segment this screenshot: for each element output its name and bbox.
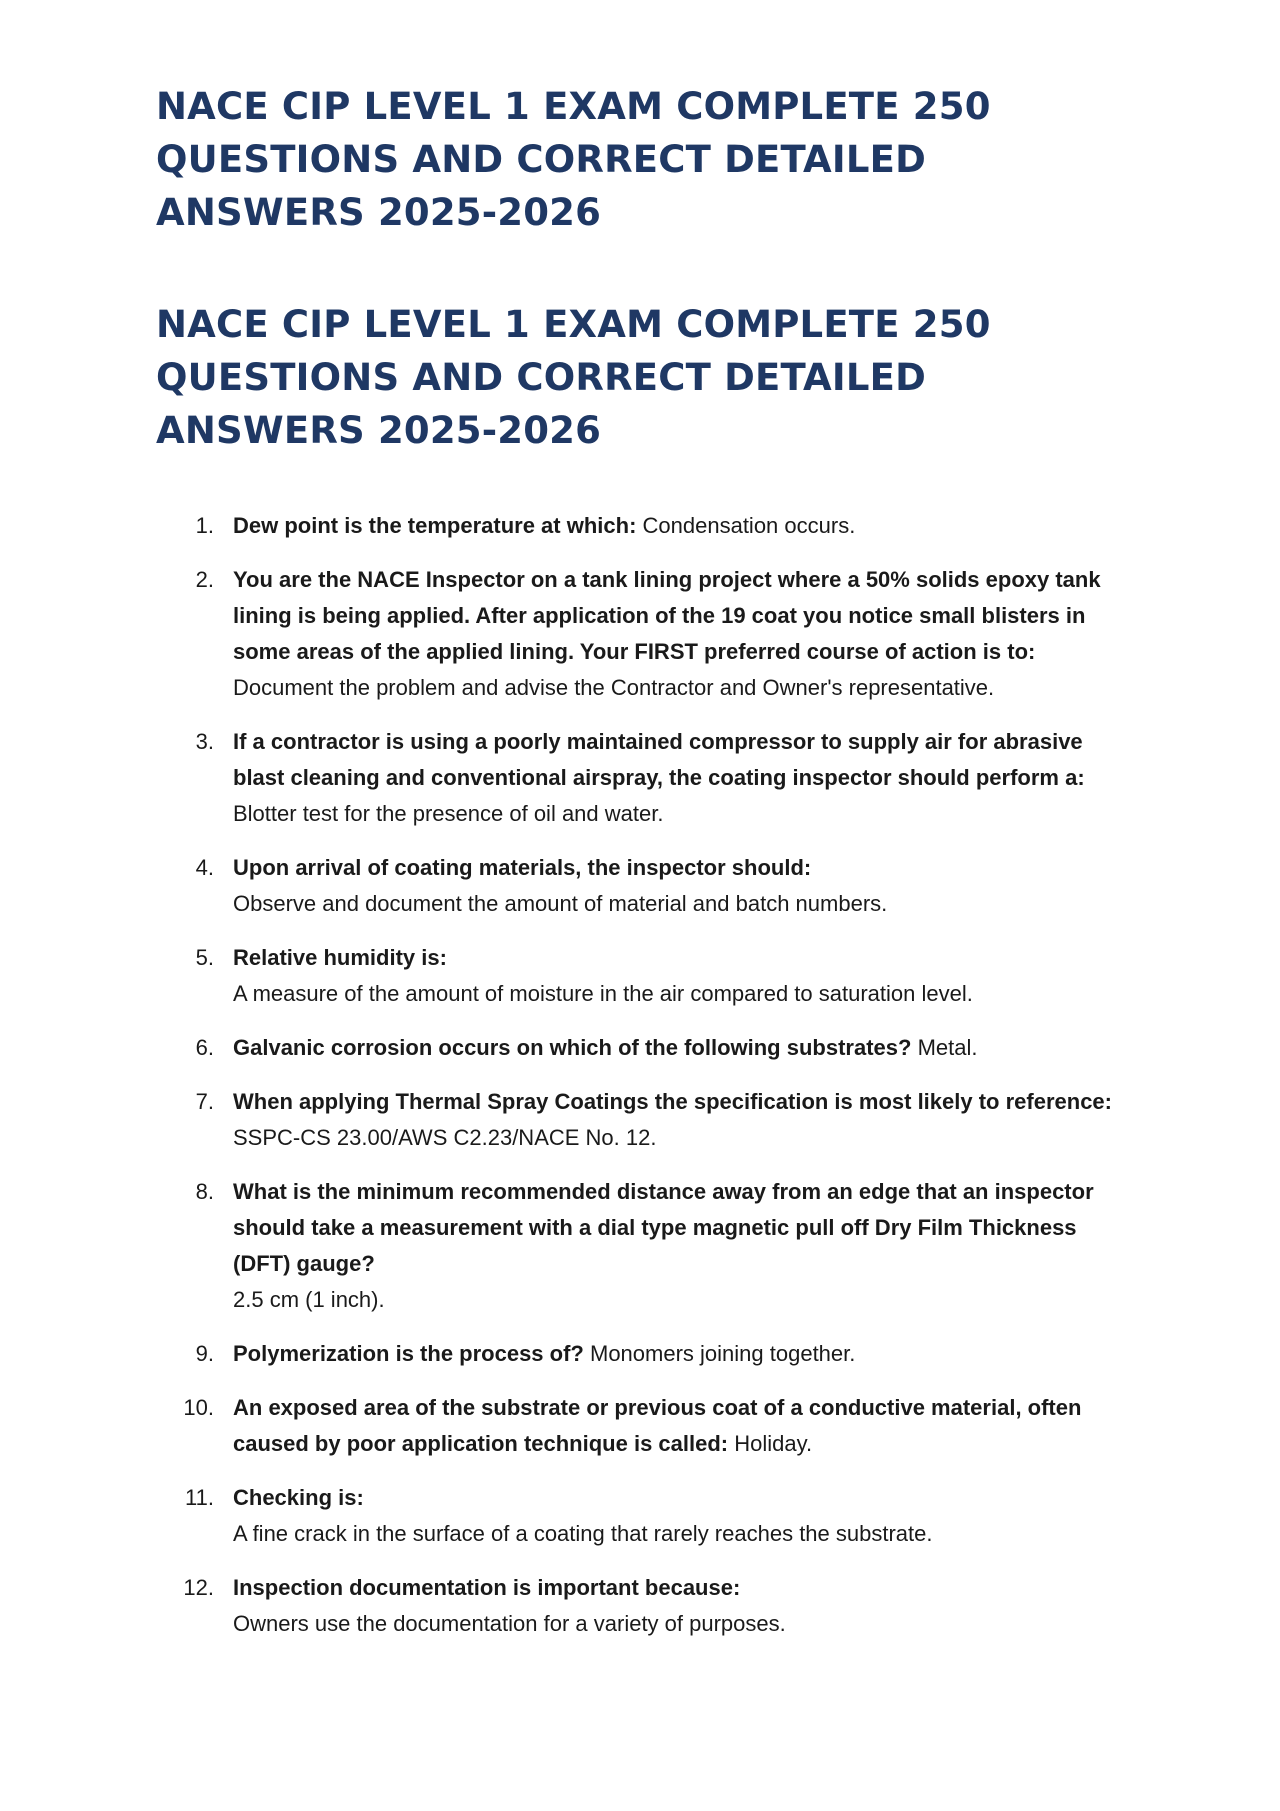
list-item <box>152 850 1132 922</box>
question-number: 6. <box>195 1035 214 1060</box>
question-text: Polymerization is the process of? <box>233 1341 584 1366</box>
question-number: 4. <box>195 855 214 880</box>
question-number: 11. <box>185 1485 214 1510</box>
answer-text: SSPC-CS 23.00/AWS C2.23/NACE No. 12. <box>233 1125 657 1150</box>
question-text: Upon arrival of coating materials, the inspector should: <box>233 855 812 880</box>
document-title: NACE CIP LEVEL 1 EXAM COMPLETE 250 QUESTIONS AND CORRECT DETAILED ANSWERS 2025-2026 <box>156 85 991 234</box>
question-number: 12. <box>183 1575 214 1600</box>
question-number: 1. <box>195 513 214 538</box>
answer-text: Document the problem and advise the Contractor and Owner's representative. <box>233 675 995 700</box>
document-title-repeat: NACE CIP LEVEL 1 EXAM COMPLETE 250 QUESTIONS AND CORRECT DETAILED ANSWERS 2025-2026 <box>156 303 991 452</box>
question-number: 3. <box>195 729 214 754</box>
question-number: 2. <box>195 567 214 592</box>
list-item <box>152 724 1132 832</box>
question-text: Inspection documentation is important because: <box>233 1575 741 1600</box>
question-text: Relative humidity is: <box>233 945 447 970</box>
question-text: If a contractor is using a poorly maintained compressor to supply air for abrasive blast cleaning and conventional airspray, the coating inspector should perform a: <box>233 729 1085 790</box>
question-number: 7. <box>195 1089 214 1114</box>
question-text: You are the NACE Inspector on a tank lining project where a 50% solids epoxy tank lining is being applied. After application of the 19 coat you notice small blisters in some areas of the applied lining. Your FIRST preferred course of action is to: <box>233 567 1101 664</box>
question-text: An exposed area of the substrate or previous coat of a conductive material, often caused by poor application technique is called: <box>233 1395 1082 1456</box>
answer-text: Metal. <box>917 1035 978 1060</box>
list-item <box>152 1174 1132 1318</box>
answer-text: Blotter test for the presence of oil and water. <box>233 801 664 826</box>
question-number: 9. <box>195 1341 214 1366</box>
answer-text: A fine crack in the surface of a coating that rarely reaches the substrate. <box>233 1521 933 1546</box>
answer-text: Observe and document the amount of material and batch numbers. <box>233 891 888 916</box>
question-number: 5. <box>195 945 214 970</box>
list-item <box>152 1480 1132 1552</box>
list-item <box>152 940 1132 1012</box>
question-text: Checking is: <box>233 1485 364 1510</box>
answer-text: Holiday. <box>734 1431 813 1456</box>
question-text: Galvanic corrosion occurs on which of the following substrates? <box>233 1035 912 1060</box>
answer-text: A measure of the amount of moisture in the air compared to saturation level. <box>233 981 973 1006</box>
question-text: Dew point is the temperature at which: <box>233 513 637 538</box>
answer-text: 2.5 cm (1 inch). <box>233 1287 385 1312</box>
answer-text: Monomers joining together. <box>590 1341 856 1366</box>
list-item <box>152 1030 1132 1066</box>
list-item <box>152 1390 1132 1462</box>
question-list <box>152 508 1132 1660</box>
list-item <box>152 562 1132 706</box>
list-item <box>152 508 1132 544</box>
answer-text: Owners use the documentation for a variety of purposes. <box>233 1611 786 1636</box>
list-item <box>152 1336 1132 1372</box>
answer-text: Condensation occurs. <box>642 513 856 538</box>
question-number: 10. <box>183 1395 214 1420</box>
list-item <box>152 1570 1132 1642</box>
question-text: What is the minimum recommended distance away from an edge that an inspector should take a measurement with a dial type magnetic pull off Dry Film Thickness (DFT) gauge? <box>233 1179 1094 1276</box>
list-item <box>152 1084 1132 1156</box>
question-number: 8. <box>195 1179 214 1204</box>
question-text: When applying Thermal Spray Coatings the specification is most likely to reference: <box>233 1089 1112 1114</box>
